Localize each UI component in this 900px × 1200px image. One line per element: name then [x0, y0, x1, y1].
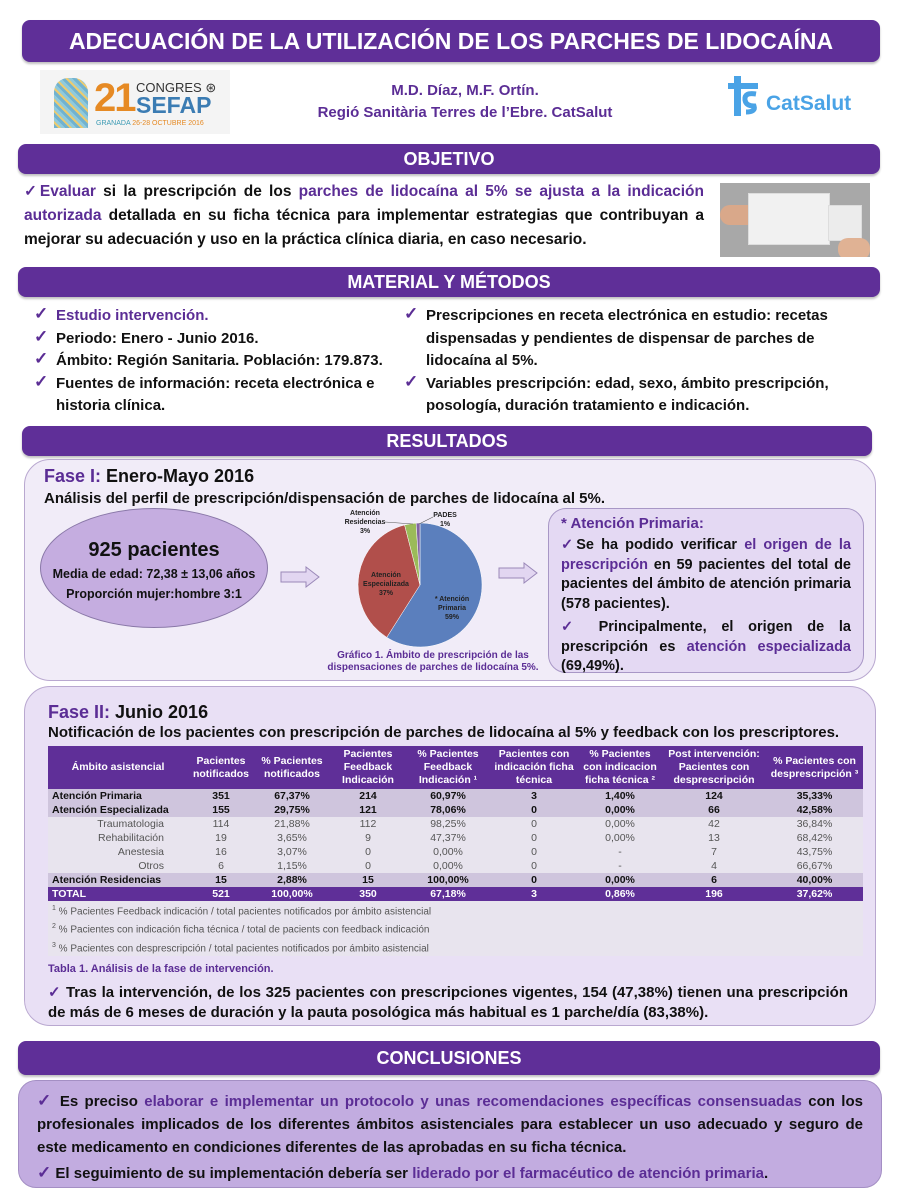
table-cell: 16 [188, 845, 254, 859]
table-cell: 0 [490, 817, 578, 831]
col-header: % Pacientes con desprescripción ³ [766, 746, 863, 789]
table-cell: 67,37% [254, 789, 330, 803]
catsalut-cross-icon [728, 76, 758, 118]
ap-heading: * Atención Primaria: [561, 515, 704, 532]
check-icon: ✓ [34, 371, 49, 391]
table-cell: 0 [490, 859, 578, 873]
table-cell: 114 [188, 817, 254, 831]
authors: M.D. Díaz, M.F. Ortín. [391, 82, 539, 99]
congress-logo [40, 70, 230, 134]
table-row [48, 873, 863, 887]
pie-leader-pades [419, 517, 433, 524]
ap-point-2: ✓ Principalmente, el origen de la prescripción es atención especializada (69,49%). [561, 619, 851, 674]
table-cell: 0,00% [406, 845, 490, 859]
row-label: TOTAL [48, 887, 188, 901]
table-cell: 0 [330, 845, 406, 859]
table-cell: 124 [662, 789, 766, 803]
fase1-title: Fase I: Enero-Mayo 2016 [44, 466, 255, 486]
table-row [48, 859, 863, 873]
row-label: Atención Primaria [48, 789, 188, 803]
fase2-conclusion: ✓ Tras la intervención, de los 325 pacientes con prescripciones vigentes, 154 (47,38%) tienen una prescripción de más de 6 meses de duración y la pauta posológica más habitual es 1 parche/día (83,38%). [48, 984, 848, 1021]
ap-point-1: ✓Se ha podido verificar el origen de la prescripción en 59 pacientes del total de pacientes del ámbito de atención primaria (578 pacientes). [561, 537, 852, 612]
table-cell: 100,00% [254, 887, 330, 901]
pie-label-pades: PADES 1% [433, 512, 457, 528]
conclusion-2: ✓ El seguimiento de su implementación debería ser liderado por el farmacéutico de atención primaria. [37, 1163, 769, 1182]
patients-summary-ellipse [40, 508, 268, 628]
table-cell: 43,75% [766, 845, 863, 859]
arrow-right-icon [280, 566, 320, 588]
section-heading-objetivo: OBJETIVO [18, 144, 880, 174]
table-cell: 1,15% [254, 859, 330, 873]
table-cell: 98,25% [406, 817, 490, 831]
table-cell: 4 [662, 859, 766, 873]
pie-label-residencias: Atención Residencias 3% [344, 510, 386, 535]
table-cell: 3 [490, 887, 578, 901]
table-cell: 7 [662, 845, 766, 859]
check-icon: ✓ [34, 349, 49, 368]
row-label: Atención Especializada [48, 803, 188, 817]
table-cell: 19 [188, 831, 254, 845]
section-heading-resultados: RESULTADOS [22, 426, 872, 456]
check-icon: ✓ [48, 984, 62, 1001]
table-cell: 351 [188, 789, 254, 803]
row-label: Atención Residencias [48, 873, 188, 887]
table-cell: 350 [330, 887, 406, 901]
material-item: ✓ Variables prescripción: edad, sexo, ámbito prescripción, posología, duración tratamiento e indicación. [404, 371, 829, 414]
table-cell: 66 [662, 803, 766, 817]
material-item: ✓ Periodo: Enero - Junio 2016. [34, 326, 259, 347]
table-cell: 37,62% [766, 887, 863, 901]
col-header: Pacientes con indicación ficha técnica [490, 746, 578, 789]
table-cell: 21,88% [254, 817, 330, 831]
table-cell: - [578, 845, 662, 859]
table-cell: 78,06% [406, 803, 490, 817]
patch-large [748, 193, 830, 245]
objetivo-text: ✓Evaluar si la prescripción de los parches de lidocaína al 5% se ajusta a la indicación autorizada detallada en su ficha técnica para implementar estrategias que contribuyan a mejorar su adecuación y uso en la práctica clínica diaria, en caso necesario. [24, 183, 704, 248]
congress-dates: GRANADA 26-28 OCTUBRE 2016 [96, 120, 204, 127]
hand-right [838, 238, 870, 257]
catsalut-text: CatSalut [766, 92, 852, 115]
table-cell: 214 [330, 789, 406, 803]
table-footnote: $^1$ % Pacientes Feedback indicación / total pacientes notificados por ámbito asistencial [48, 901, 863, 919]
table-cell: 40,00% [766, 873, 863, 887]
table-cell: 35,33% [766, 789, 863, 803]
table-cell: 15 [330, 873, 406, 887]
table-cell: 100,00% [406, 873, 490, 887]
col-header: % Pacientes notificados [254, 746, 330, 789]
chart-caption: Gráfico 1. Ámbito de prescripción de las dispensaciones de parches de lidocaína 5%. [327, 650, 539, 673]
table-cell: - [578, 859, 662, 873]
congress-name: SEFAP [136, 92, 212, 118]
check-icon: ✓ [24, 183, 40, 200]
table-cell: 29,75% [254, 803, 330, 817]
pie-label-primaria: * Atención Primaria 59% [434, 596, 470, 621]
mean-age: Media de edad: 72,38 ± 13,06 años [52, 567, 256, 581]
fase1-subtitle: Análisis del perfil de prescripción/dispensación de parches de lidocaína al 5%. [44, 490, 606, 507]
table-cell: 0,00% [578, 803, 662, 817]
section-heading-conclusiones: CONCLUSIONES [18, 1041, 880, 1075]
table-cell: 60,97% [406, 789, 490, 803]
table-cell: 0 [490, 803, 578, 817]
table-cell: 67,18% [406, 887, 490, 901]
fase2-title: Fase II: Junio 2016 [48, 702, 209, 722]
table-cell: 0 [490, 873, 578, 887]
table-cell: 1,40% [578, 789, 662, 803]
table-cell: 196 [662, 887, 766, 901]
section-heading-material: MATERIAL Y MÉTODOS [18, 267, 880, 297]
material-item: ✓ Prescripciones en receta electrónica en estudio: recetas dispensadas y pendientes de dispensar de parches de lidocaína al 5%. [404, 304, 828, 369]
pie-leader-residencias [385, 522, 413, 524]
table-cell: 68,42% [766, 831, 863, 845]
table-cell: 6 [188, 859, 254, 873]
conclusions-box [18, 1080, 882, 1188]
pie-chart [325, 505, 565, 655]
conclusion-1: ✓ Es preciso elaborar e implementar un protocolo y unas recomendaciones específicas consensuadas con los profesionales implicados de los diferentes ámbitos asistenciales para establecer un uso adecuado y seguro de este medicamento en condiciones diferentes de las aprobadas en su ficha técnica. [37, 1091, 863, 1156]
table-cell: 3 [490, 789, 578, 803]
table-cell: 112 [330, 817, 406, 831]
table-cell: 0 [330, 859, 406, 873]
table-cell: 521 [188, 887, 254, 901]
material-item: ✓ Ámbito: Región Sanitaria. Población: 179.873. [34, 349, 383, 369]
table-cell: 13 [662, 831, 766, 845]
table-cell: 3,07% [254, 845, 330, 859]
check-icon: ✓ [404, 304, 419, 323]
check-icon: ✓ [34, 326, 49, 346]
table-cell: 155 [188, 803, 254, 817]
table-row [48, 887, 863, 901]
table-cell: 47,37% [406, 831, 490, 845]
row-label: Otros [48, 859, 188, 873]
material-right-list [404, 305, 848, 418]
table-cell: 0 [490, 845, 578, 859]
col-header: % Pacientes con indicacion ficha técnica ² [578, 746, 662, 789]
table-row [48, 789, 863, 803]
table-cell: 0,00% [578, 873, 662, 887]
material-item: ✓ Estudio intervención. [34, 304, 209, 324]
congress-label: CONGRES ⊛ [136, 80, 217, 95]
table-cell: 66,67% [766, 859, 863, 873]
table-cell: 0,00% [578, 817, 662, 831]
check-icon: ✓ [404, 371, 419, 391]
check-icon: ✓ [37, 1163, 52, 1182]
check-icon: ✓ [561, 537, 577, 553]
poster-title: ADECUACIÓN DE LA UTILIZACIÓN DE LOS PARCHES DE LIDOCAÍNA [22, 20, 880, 62]
table-cell: 121 [330, 803, 406, 817]
check-icon: ✓ [37, 1091, 54, 1110]
results-table [48, 746, 863, 956]
table-cell: 0,00% [406, 859, 490, 873]
table-caption: Tabla 1. Análisis de la fase de intervención. [48, 963, 274, 975]
col-header: % Pacientes Feedback Indicación ¹ [406, 746, 490, 789]
col-header: Pacientes Feedback Indicación [330, 746, 406, 789]
table-cell: 2,88% [254, 873, 330, 887]
check-icon: ✓ [561, 619, 584, 635]
material-left-list [34, 305, 394, 418]
authors-block [250, 80, 680, 124]
table-cell: 15 [188, 873, 254, 887]
fase2-subtitle: Notificación de los pacientes con prescripción de parches de lidocaína al 5% y feedback con los prescriptores. [48, 724, 840, 741]
alhambra-tile-icon [54, 78, 88, 128]
congress-number: 21 [94, 76, 135, 120]
sex-ratio: Proporción mujer:hombre 3:1 [66, 587, 242, 601]
atencion-primaria-box [548, 508, 864, 673]
table-row [48, 845, 863, 859]
col-header: Pacientes notificados [188, 746, 254, 789]
table-cell: 0 [490, 831, 578, 845]
patients-count: 925 pacientes [88, 539, 220, 561]
table-cell: 36,84% [766, 817, 863, 831]
row-label: Anestesia [48, 845, 188, 859]
patch-small [828, 205, 862, 241]
material-item: ✓ Fuentes de información: receta electrónica e historia clínica. [34, 371, 375, 414]
table-header-row [48, 746, 863, 789]
table-footnote: $^2$ % Pacientes con indicación ficha técnica / total de pacients con feedback indicación [48, 919, 863, 937]
affiliation: Regió Sanitària Terres de l’Ebre. CatSalut [317, 104, 613, 121]
table-cell: 3,65% [254, 831, 330, 845]
table-cell: 9 [330, 831, 406, 845]
table-cell: 42 [662, 817, 766, 831]
row-label: Traumatologia [48, 817, 188, 831]
table-row [48, 831, 863, 845]
pie-label-especializada: Atención Especializada 37% [363, 572, 409, 597]
col-header: Ámbito asistencial [48, 746, 188, 789]
check-icon: ✓ [34, 304, 49, 323]
row-label: Rehabilitación [48, 831, 188, 845]
table-cell: 0,86% [578, 887, 662, 901]
col-header: Post intervención: Pacientes con desprescripción [662, 746, 766, 789]
table-row [48, 803, 863, 817]
lidocaine-patch-image [720, 183, 870, 257]
table-cell: 42,58% [766, 803, 863, 817]
table-cell: 6 [662, 873, 766, 887]
table-cell: 0,00% [578, 831, 662, 845]
table-footnote: $^3$ % Pacientes con desprescripción / total pacientes notificados por ámbito asistencial [48, 938, 863, 956]
table-row [48, 817, 863, 831]
catsalut-logo [728, 76, 868, 122]
